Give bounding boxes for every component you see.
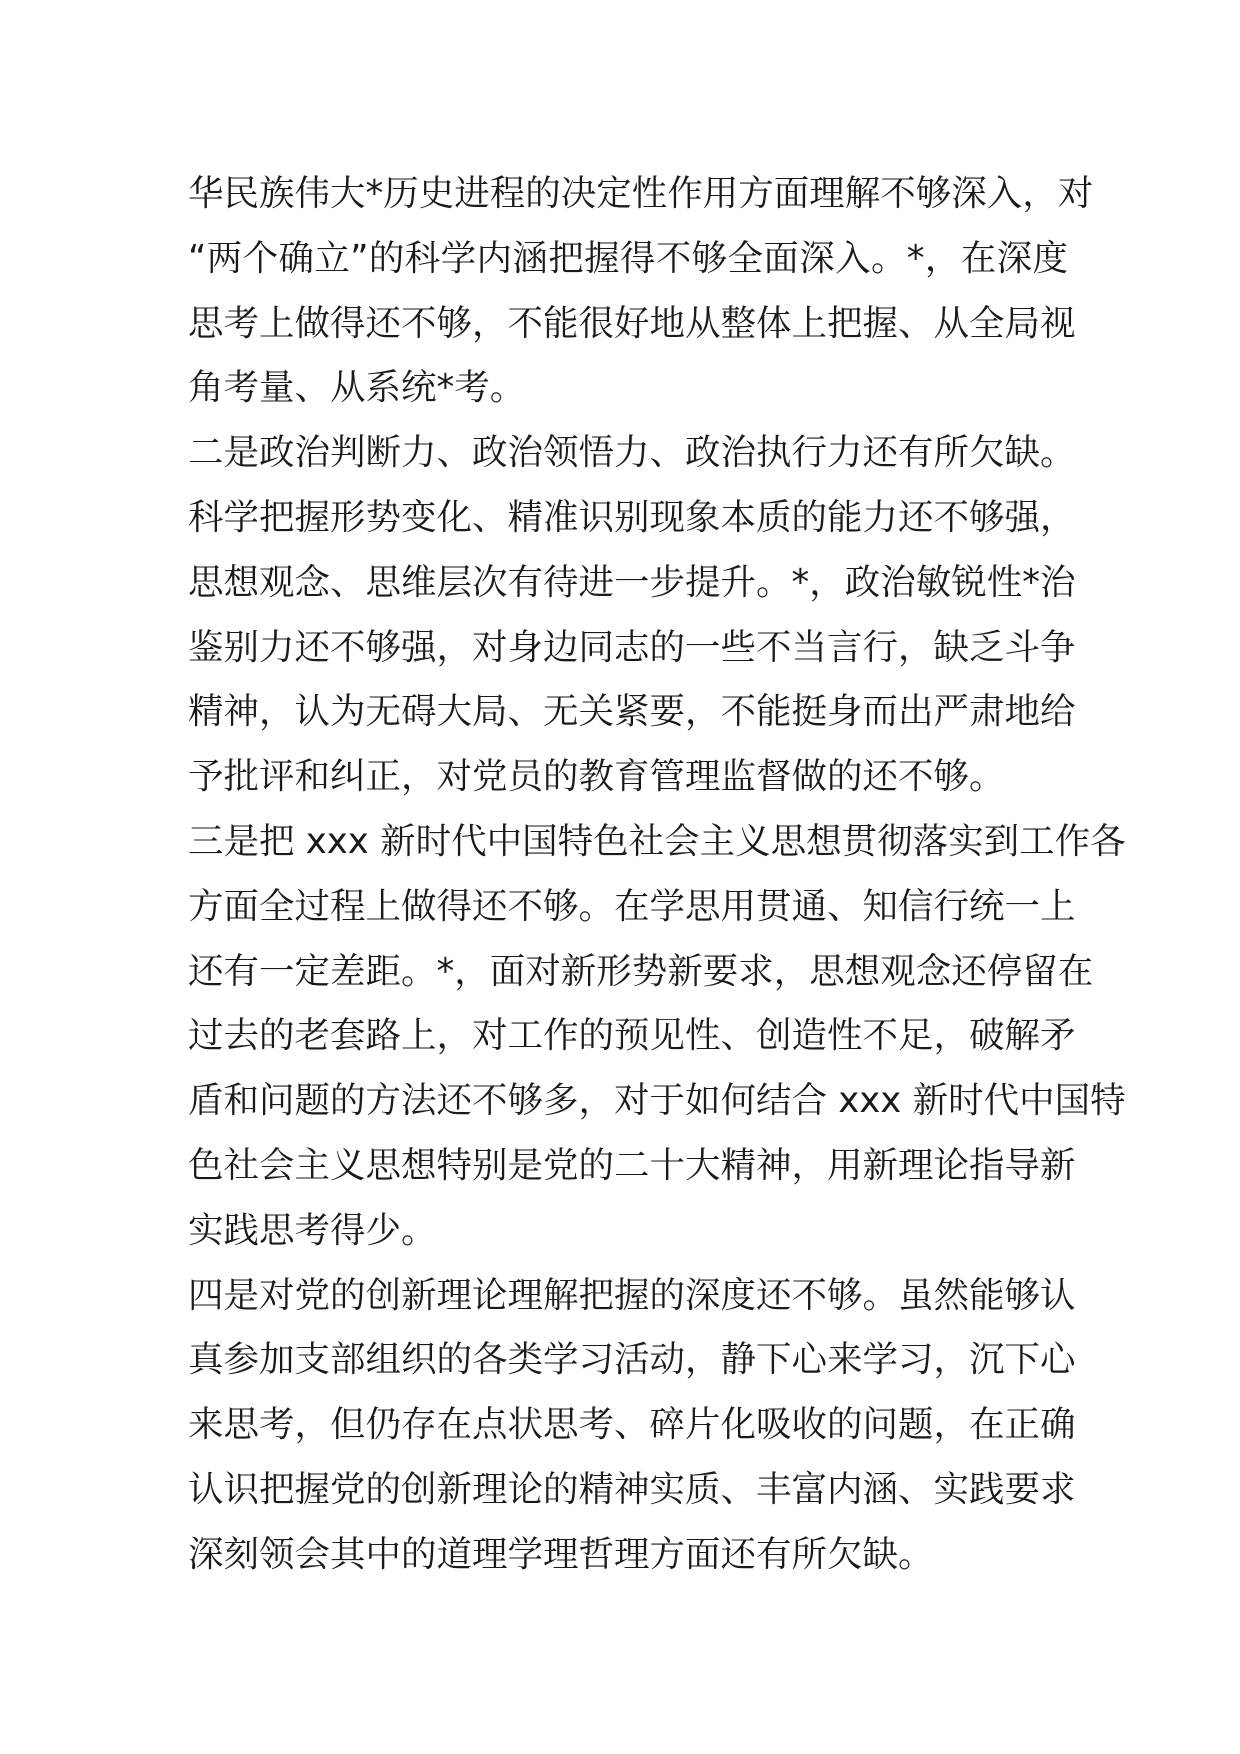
text-line: 盾和问题的方法还不够多，对于如何结合 xxx 新时代中国特	[188, 1080, 1126, 1122]
text-line: 方面全过程上做得还不够。在学思用贯通、知信行统一上	[188, 885, 1076, 927]
text-line: 思考上做得还不够，不能很好地从整体上把握、从全局视	[188, 302, 1076, 344]
document-body	[188, 162, 1126, 1588]
text-line: 二是政治判断力、政治领悟力、政治执行力还有所欠缺。	[188, 432, 1076, 474]
text-line: 精神，认为无碍大局、无关紧要，不能挺身而出严肃地给	[188, 691, 1076, 733]
text-line: 华民族伟大*历史进程的决定性作用方面理解不够深入，对	[188, 173, 1094, 214]
text-line: 予批评和纠正，对党员的教育管理监督做的还不够。	[188, 756, 1005, 798]
text-line: 还有一定差距。*，面对新形势新要求，思想观念还停留在	[188, 950, 1094, 992]
text-line: 认识把握党的创新理论的精神实质、丰富内涵、实践要求	[188, 1468, 1076, 1510]
text-line: 鉴别力还不够强，对身边同志的一些不当言行，缺乏斗争	[188, 626, 1076, 668]
text-line: 实践思考得少。	[188, 1209, 437, 1251]
text-line: 深刻领会其中的道理学理哲理方面还有所欠缺。	[188, 1533, 934, 1575]
text-line: 来思考，但仍存在点状思考、碎片化吸收的问题，在正确	[188, 1404, 1076, 1446]
text-line: “两个确立”的科学内涵把握得不够全面深入。*，在深度	[188, 237, 1068, 279]
text-line: 思想观念、思维层次有待进一步提升。*，政治敏锐性*治	[188, 561, 1076, 603]
text-line: 四是对党的创新理论理解把握的深度还不够。虽然能够认	[188, 1274, 1076, 1316]
text-line: 三是把 xxx 新时代中国特色社会主义思想贯彻落实到工作各	[188, 820, 1126, 862]
text-line: 过去的老套路上，对工作的预见性、创造性不足，破解矛	[188, 1015, 1076, 1057]
text-line: 角考量、从系统*考。	[188, 367, 526, 409]
text-line: 真参加支部组织的各类学习活动，静下心来学习，沉下心	[188, 1339, 1076, 1381]
text-line: 科学把握形势变化、精准识别现象本质的能力还不够强，	[188, 496, 1076, 538]
text-line: 色社会主义思想特别是党的二十大精神，用新理论指导新	[188, 1144, 1076, 1186]
